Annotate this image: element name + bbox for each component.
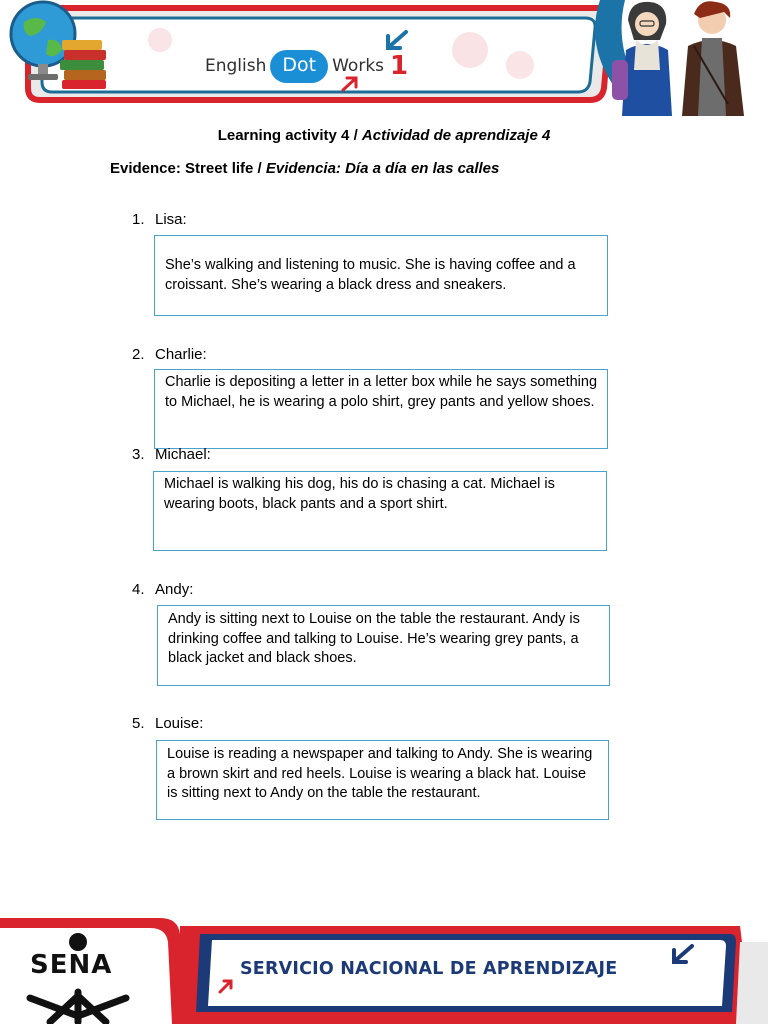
- sena-logo-text: SENA: [30, 950, 113, 980]
- brand-suffix: Works: [332, 56, 385, 76]
- item-label-charlie: [132, 346, 207, 363]
- answer-text: Charlie is depositing a letter in a letter box while he says something to Michael, he is wearing a polo shirt, grey pants and yellow shoes.: [165, 374, 598, 410]
- arrow-down-left-icon: [382, 30, 410, 54]
- item-name: Louise:: [155, 715, 204, 732]
- item-name: Andy:: [155, 581, 194, 598]
- item-number: 1.: [132, 211, 145, 228]
- answer-box-louise[interactable]: [156, 740, 609, 820]
- brand-prefix: English: [205, 56, 267, 76]
- item-number: 4.: [132, 581, 145, 598]
- books-icon: [60, 40, 106, 89]
- evidence-spanish: Evidencia: Día a día en las calles: [265, 160, 500, 177]
- item-label-michael: [132, 446, 211, 463]
- item-label-lisa: [132, 211, 187, 228]
- answer-box-lisa[interactable]: [154, 235, 608, 316]
- header-banner: [0, 0, 768, 116]
- item-name: Lisa:: [155, 211, 187, 228]
- answer-box-andy[interactable]: [157, 605, 610, 686]
- answer-text: Louise is reading a newspaper and talking to Andy. She is wearing a brown skirt and red heels. Louise is wearing a black hat. Louise is sitting next to Andy on the table the restaurant.: [167, 746, 593, 801]
- item-number: 5.: [132, 715, 145, 732]
- item-name: Charlie:: [155, 346, 207, 363]
- item-number: 2.: [132, 346, 145, 363]
- evidence-english: Evidence: Street life /: [110, 160, 266, 177]
- brand-logo: [205, 44, 408, 88]
- answer-box-michael[interactable]: [153, 471, 607, 551]
- answer-text: Andy is sitting next to Louise on the table the restaurant. Andy is drinking coffee and talking to Louise. He’s wearing grey pants, a black jacket and black shoes.: [168, 611, 580, 666]
- institution-name: SERVICIO NACIONAL DE APRENDIZAJE: [240, 959, 618, 979]
- answer-text: Michael is walking his dog, his do is chasing a cat. Michael is wearing boots, black pants and a sport shirt.: [164, 476, 555, 512]
- brand-dot: Dot: [270, 50, 328, 83]
- evidence-heading: [110, 160, 499, 177]
- title-english: Learning activity 4 /: [217, 127, 362, 144]
- arrow-up-right-icon: [340, 74, 360, 92]
- item-name: Michael:: [155, 446, 211, 463]
- footer-banner: [0, 912, 768, 1024]
- title-spanish: Actividad de aprendizaje 4: [361, 127, 551, 144]
- page-title: [0, 127, 768, 144]
- brand-level: 1: [390, 51, 409, 81]
- item-label-andy: [132, 581, 193, 598]
- item-label-louise: [132, 715, 203, 732]
- answer-box-charlie[interactable]: [154, 369, 608, 449]
- item-number: 3.: [132, 446, 145, 463]
- answer-text: She’s walking and listening to music. She is having coffee and a croissant. She’s wearing a black dress and sneakers.: [165, 257, 576, 293]
